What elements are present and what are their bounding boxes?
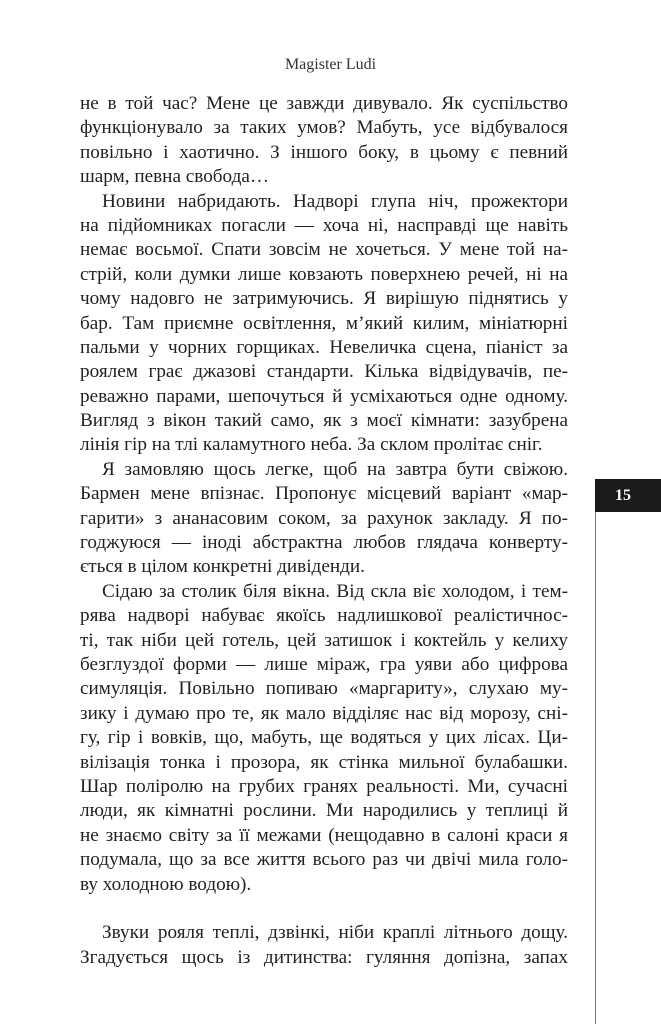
text-line: реважно парами, шепочуться й усміхаються одне одному. <box>80 385 568 407</box>
text-line: гарити» з ананасовим соком, за рахунок закладу. Я по- <box>80 507 568 529</box>
body-text <box>80 92 568 970</box>
text-line: зику і думаю про те, як мало відділяє нас від морозу, сні- <box>80 702 568 724</box>
paragraph <box>80 921 568 970</box>
paragraph <box>80 458 568 580</box>
text-line: не в той час? Мене це завжди дивувало. Як суспільство <box>80 93 568 114</box>
text-line: стрій, коли думки лише ковзають поверхнею речей, ні на <box>80 263 568 285</box>
text-line: годжуюся — іноді абстрактна любов глядача конверту- <box>80 532 568 554</box>
paragraph <box>80 580 568 897</box>
text-line: Вигляд з вікон такий само, як з моєї кімнати: зазубрена <box>80 410 568 432</box>
text-line: шарм, певна свобода… <box>80 166 270 188</box>
text-line: немає восьмої. Спати зовсім не хочеться. У мене той на- <box>80 239 568 261</box>
paragraph-gap <box>80 897 568 921</box>
text-line: пальми у чорних горщиках. Невеличка сцена, піаніст за <box>80 336 568 358</box>
text-line: ті, так ніби цей готель, цей затишок і коктейль у келиху <box>80 629 568 651</box>
text-line: Сідаю за столик біля вікна. Від скла віє холодом, і тем- <box>102 580 568 602</box>
text-line: Звуки рояля теплі, дзвінкі, ніби краплі літнього дощу. <box>102 922 568 944</box>
running-head: Magister Ludi <box>284 56 377 73</box>
text-line: ється в цілом конкретні дивіденди. <box>80 556 365 578</box>
text-line: ву холодною водою). <box>80 873 252 895</box>
text-line: Новини набридають. Надворі глупа ніч, прожектори <box>102 190 568 212</box>
text-line: Згадується щось із дитинства: гуляння допізна, запах <box>80 946 568 968</box>
text-line: Я замовляю щось легке, щоб на завтра бути свіжою. <box>102 458 568 480</box>
text-line: люди, як кімнатні рослини. Ми народились у теплиці й <box>80 800 568 822</box>
text-line: бар. Там приємне освітлення, м’який килим, мініатюрні <box>80 312 568 334</box>
text-line: чому надовго не затримуючись. Я вирішую піднятись у <box>80 288 568 310</box>
page-number-tab: 15 <box>595 479 661 512</box>
text-line: повільно і хаотично. З іншого боку, в цьому є певний <box>80 141 568 163</box>
text-line: гу, гір і вовків, що, мабуть, ще водяться у цих лісах. Ци- <box>80 727 568 749</box>
text-line: симуляція. Повільно попиваю «маргариту», слухаю му- <box>80 678 568 700</box>
text-line: вілізація тонка і прозора, як стінка мильної булабашки. <box>80 751 568 773</box>
paragraph <box>80 92 568 190</box>
text-line: не знаємо світу за її межами (нещодавно в салоні краси я <box>80 824 568 846</box>
text-line: роялем грає джазові стандарти. Кілька відвідувачів, пе- <box>80 361 568 383</box>
margin-rule <box>595 512 596 1024</box>
text-line: Шар поліролю на грубих гранях реальності. Ми, сучасні <box>80 775 568 797</box>
paragraph <box>80 190 568 458</box>
text-line: подумала, що за все життя всього раз чи двічі мила голо- <box>80 849 568 871</box>
text-line: Бармен мене впізнає. Пропонує місцевий варіант «мар- <box>80 483 568 505</box>
text-line: лінія гір на тлі каламутного неба. За склом пролітає сніг. <box>80 434 543 456</box>
text-line: функціонувало за таких умов? Мабуть, усе відбувалося <box>80 117 568 139</box>
text-line: безглуздої форми — лише міраж, гра уяви або цифрова <box>80 653 568 675</box>
text-line: рява надворі набуває якоїсь надлишкової реалістичнос- <box>80 605 568 627</box>
text-line: на підйомниках погасли — хоча ні, насправді ще навіть <box>80 214 568 236</box>
